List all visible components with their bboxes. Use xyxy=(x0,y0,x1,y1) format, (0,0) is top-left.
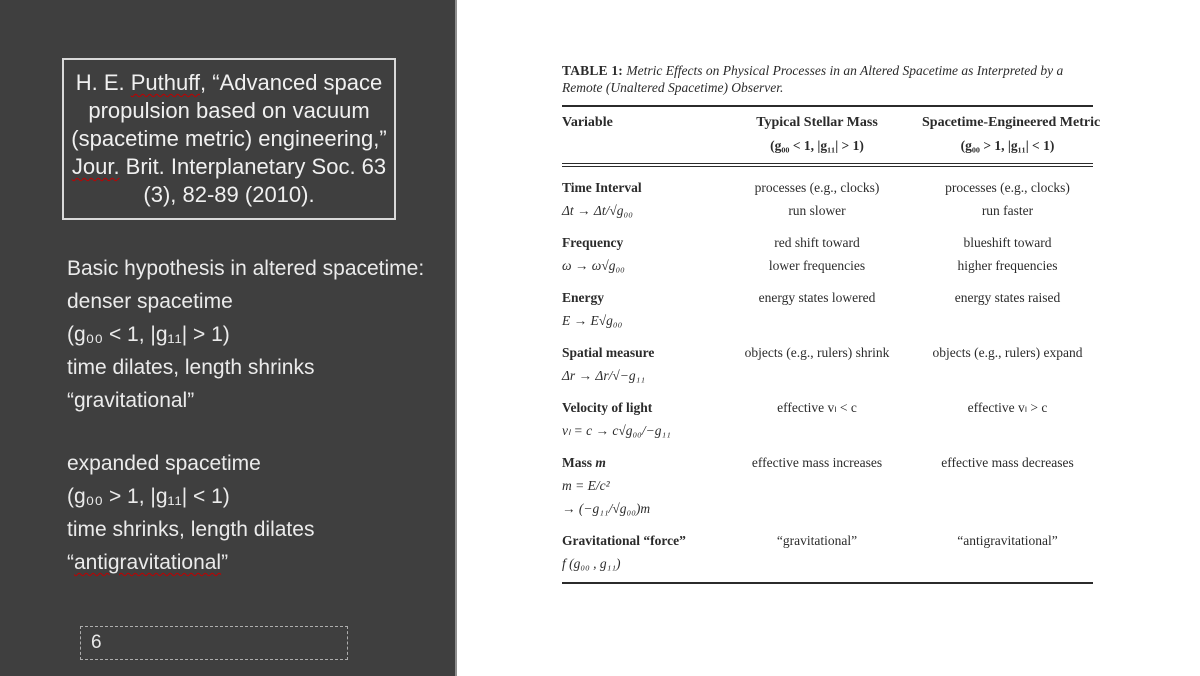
table-row xyxy=(562,520,1093,575)
cell-line: run slower xyxy=(788,203,846,218)
spacetime-engineered-cell xyxy=(922,451,1093,520)
table xyxy=(562,62,1101,584)
text-line xyxy=(64,181,394,209)
variable-formula: E → E√g₀₀ xyxy=(562,313,623,328)
spacetime-engineered-cell xyxy=(922,231,1093,277)
text-segment: Basic hypothesis in altered spacetime: xyxy=(67,257,425,280)
cell-line: processes (e.g., clocks) xyxy=(945,180,1070,195)
cell-line: higher frequencies xyxy=(957,258,1058,273)
text-line xyxy=(67,546,447,579)
variable-cell xyxy=(562,231,712,277)
variable-cell xyxy=(562,451,712,520)
variable-name: Gravitational “force” xyxy=(562,533,686,548)
variable-formula: ω → ω√g₀₀ xyxy=(562,258,625,273)
text-line xyxy=(67,252,447,285)
variable-cell xyxy=(562,286,712,332)
table-row xyxy=(562,332,1093,387)
text-segment: (spacetime metric) engineering,” xyxy=(71,126,387,151)
variable-name: Energy xyxy=(562,290,604,305)
header-col3-title: Spacetime-Engineered Metric xyxy=(922,115,1101,130)
text-segment: time dilates, length shrinks xyxy=(67,356,315,379)
variable-formula: Δr → Δr/√−g₁₁ xyxy=(562,368,646,383)
text-segment: (g₀₀ > 1, |g₁₁| < 1) xyxy=(67,485,230,508)
text-segment: (3), 82-89 (2010). xyxy=(143,182,315,207)
typical-stellar-mass-cell xyxy=(712,176,922,222)
cell-line: energy states raised xyxy=(954,290,1061,305)
page-number-box xyxy=(80,626,348,660)
citation-box xyxy=(62,58,396,220)
cell-line: energy states lowered xyxy=(758,290,876,305)
variable-cell xyxy=(562,176,712,222)
header-col3-condition: (g₀₀ > 1, |g₁₁| < 1) xyxy=(960,138,1055,153)
spacetime-engineered-cell xyxy=(922,341,1093,387)
right-panel xyxy=(457,0,1200,676)
cell-line: effective mass increases xyxy=(751,455,883,470)
text-line xyxy=(67,447,447,480)
table-caption-label: TABLE 1: xyxy=(562,63,623,78)
hypothesis-paragraph-2 xyxy=(67,447,447,579)
table-caption-text: Metric Effects on Physical Processes in an Altered Spacetime as Interpreted by a Remote (Unaltered Spacetime) Observer. xyxy=(562,63,1064,95)
text-segment: time shrinks, length dilates xyxy=(67,518,315,541)
variable-formula: Δt → Δt/√g₀₀ xyxy=(562,203,633,218)
spacetime-engineered-cell xyxy=(922,529,1093,575)
table-bottom-rule xyxy=(562,582,1093,584)
variable-cell xyxy=(562,529,712,575)
typical-stellar-mass-cell xyxy=(712,286,922,332)
text-segment: Brit. Interplanetary Soc. 63 xyxy=(119,154,387,179)
variable-cell xyxy=(562,396,712,442)
hypothesis-paragraph-1 xyxy=(67,252,447,417)
text-segment: , “Advanced space xyxy=(200,70,383,95)
table-row xyxy=(562,167,1093,222)
text-line xyxy=(67,480,447,513)
cell-line: “antigravitational” xyxy=(957,533,1058,548)
typical-stellar-mass-cell xyxy=(712,396,922,442)
text-segment: “gravitational” xyxy=(67,389,195,412)
variable-formula: → (−g₁₁/√g₀₀)m xyxy=(562,501,651,516)
variable-name: Time Interval xyxy=(562,180,642,195)
typical-stellar-mass-cell xyxy=(712,341,922,387)
variable-name: Frequency xyxy=(562,235,624,250)
left-panel xyxy=(0,0,457,676)
page-number: 6 xyxy=(91,632,102,653)
text-segment: propulsion based on vacuum xyxy=(88,98,370,123)
cell-line: effective vₗ < c xyxy=(777,400,857,415)
table-header xyxy=(562,107,1101,163)
header-typical-stellar-mass xyxy=(712,115,922,154)
variable-formula: vₗ = c → c√g₀₀/−g₁₁ xyxy=(562,423,671,438)
hypothesis-text xyxy=(67,252,447,579)
text-line xyxy=(64,69,394,97)
cell-line: effective vₗ > c xyxy=(967,400,1048,415)
text-segment: (g₀₀ < 1, |g₁₁| > 1) xyxy=(67,323,230,346)
cell-line: red shift toward xyxy=(774,235,860,250)
cell-line: “gravitational” xyxy=(776,533,858,548)
cell-line: run faster xyxy=(981,203,1034,218)
variable-name: Spatial measure xyxy=(562,345,655,360)
header-variable: Variable xyxy=(562,115,613,130)
table-row xyxy=(562,442,1093,520)
text-line xyxy=(67,285,447,318)
misspelled-text: Jour. xyxy=(71,154,120,179)
typical-stellar-mass-cell xyxy=(712,231,922,277)
text-segment: H. E. xyxy=(75,70,131,95)
text-line xyxy=(64,153,394,181)
spacetime-engineered-cell xyxy=(922,176,1093,222)
text-line xyxy=(67,351,447,384)
header-col2-condition: (g₀₀ < 1, |g₁₁| > 1) xyxy=(770,138,864,153)
typical-stellar-mass-cell xyxy=(712,529,922,575)
typical-stellar-mass-cell xyxy=(712,451,922,520)
cell-line: blueshift toward xyxy=(963,235,1052,250)
text-segment: expanded spacetime xyxy=(67,452,261,475)
citation-text xyxy=(64,69,394,209)
table-row xyxy=(562,277,1093,332)
misspelled-text: antigravitational xyxy=(74,551,222,574)
variable-name: Velocity of light xyxy=(562,400,653,415)
cell-line: lower frequencies xyxy=(768,258,866,273)
cell-line: effective mass decreases xyxy=(941,455,1074,470)
spacetime-engineered-cell xyxy=(922,396,1093,442)
text-line xyxy=(67,318,447,351)
header-spacetime-engineered-metric xyxy=(922,115,1101,154)
variable-formula: f (g₀₀ , g₁₁) xyxy=(562,556,621,571)
misspelled-text: Puthuff xyxy=(130,70,201,95)
variable-formula: m = E/c² xyxy=(562,478,610,493)
paragraph-spacer xyxy=(67,417,447,447)
variable-name: Mass m xyxy=(562,455,606,470)
spacetime-engineered-cell xyxy=(922,286,1093,332)
text-line xyxy=(64,97,394,125)
text-segment: “ xyxy=(67,551,74,574)
text-line xyxy=(64,125,394,153)
text-line xyxy=(67,384,447,417)
cell-line: objects (e.g., rulers) expand xyxy=(932,345,1083,360)
cell-line: objects (e.g., rulers) shrink xyxy=(744,345,890,360)
text-line xyxy=(67,513,447,546)
table-row xyxy=(562,387,1093,442)
table-body xyxy=(562,167,1093,575)
table-caption xyxy=(562,62,1093,96)
text-segment: ” xyxy=(221,551,229,574)
variable-cell xyxy=(562,341,712,387)
cell-line: processes (e.g., clocks) xyxy=(754,180,880,195)
text-segment: denser spacetime xyxy=(67,290,233,313)
header-col2-title: Typical Stellar Mass xyxy=(756,115,878,130)
table-row xyxy=(562,222,1093,277)
